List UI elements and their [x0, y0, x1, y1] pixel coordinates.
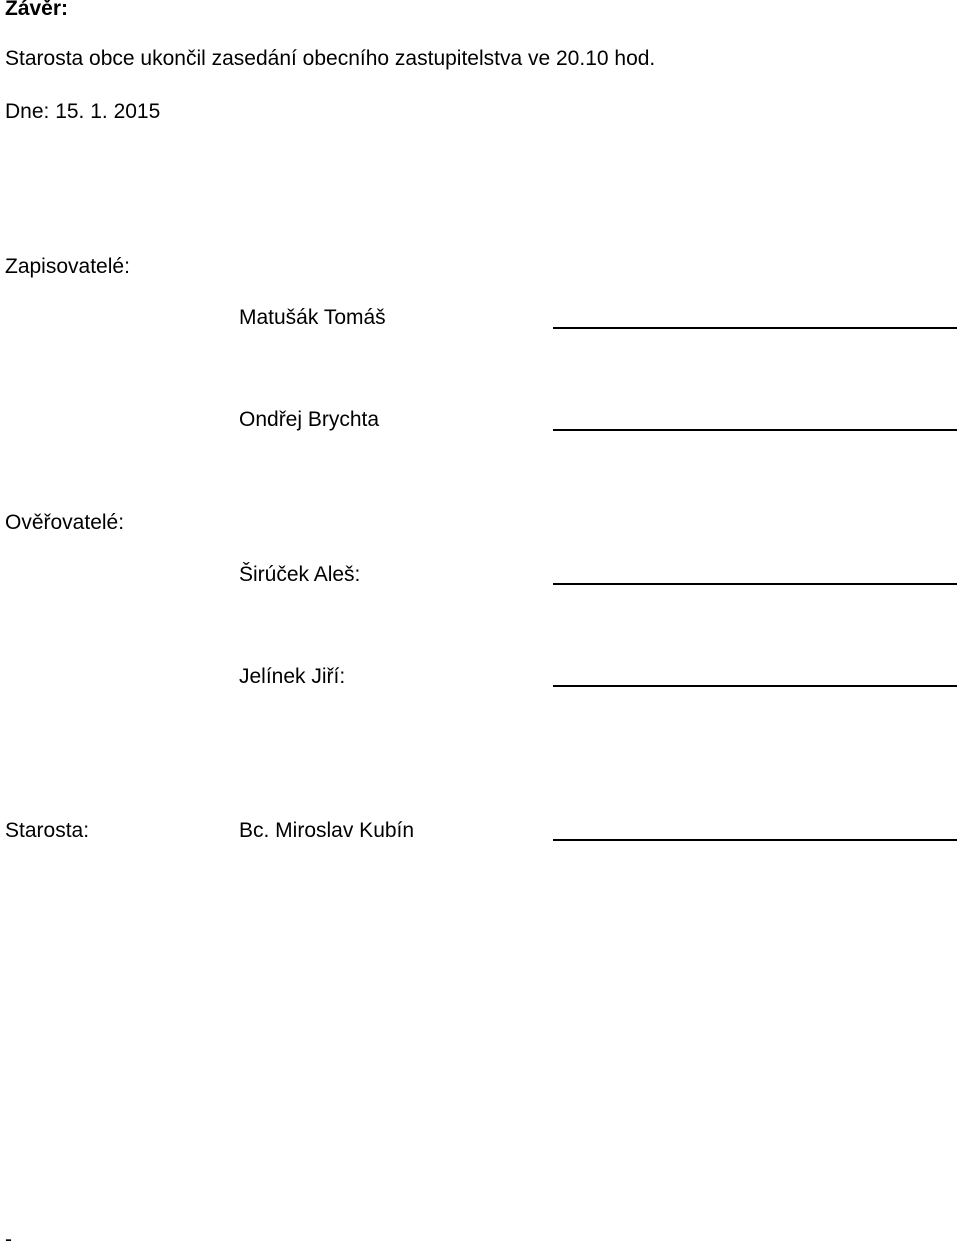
date-line: Dne: 15. 1. 2015 [5, 100, 161, 123]
closing-statement: Starosta obce ukončil zasedání obecního zastupitelstva ve 20.10 hod. [5, 47, 656, 70]
signature-line-verifier-1 [553, 583, 957, 585]
recorders-label: Zapisovatelé: [5, 255, 130, 278]
signature-line-verifier-2 [553, 685, 957, 687]
verifier-name-2: Jelínek Jiří: [239, 665, 346, 688]
mayor-label: Starosta: [5, 819, 90, 842]
mayor-name: Bc. Miroslav Kubín [239, 819, 415, 842]
recorder-name-1: Matušák Tomáš [239, 306, 386, 329]
recorder-name-2: Ondřej Brychta [239, 408, 380, 431]
signature-line-recorder-2 [553, 429, 957, 431]
footer-mark: - [5, 1228, 12, 1251]
verifier-name-1: Širúček Aleš: [239, 563, 361, 586]
signature-line-recorder-1 [553, 327, 957, 329]
section-heading: Závěr: [5, 0, 69, 20]
verifiers-label: Ověřovatelé: [5, 511, 125, 534]
signature-line-mayor [553, 839, 957, 841]
